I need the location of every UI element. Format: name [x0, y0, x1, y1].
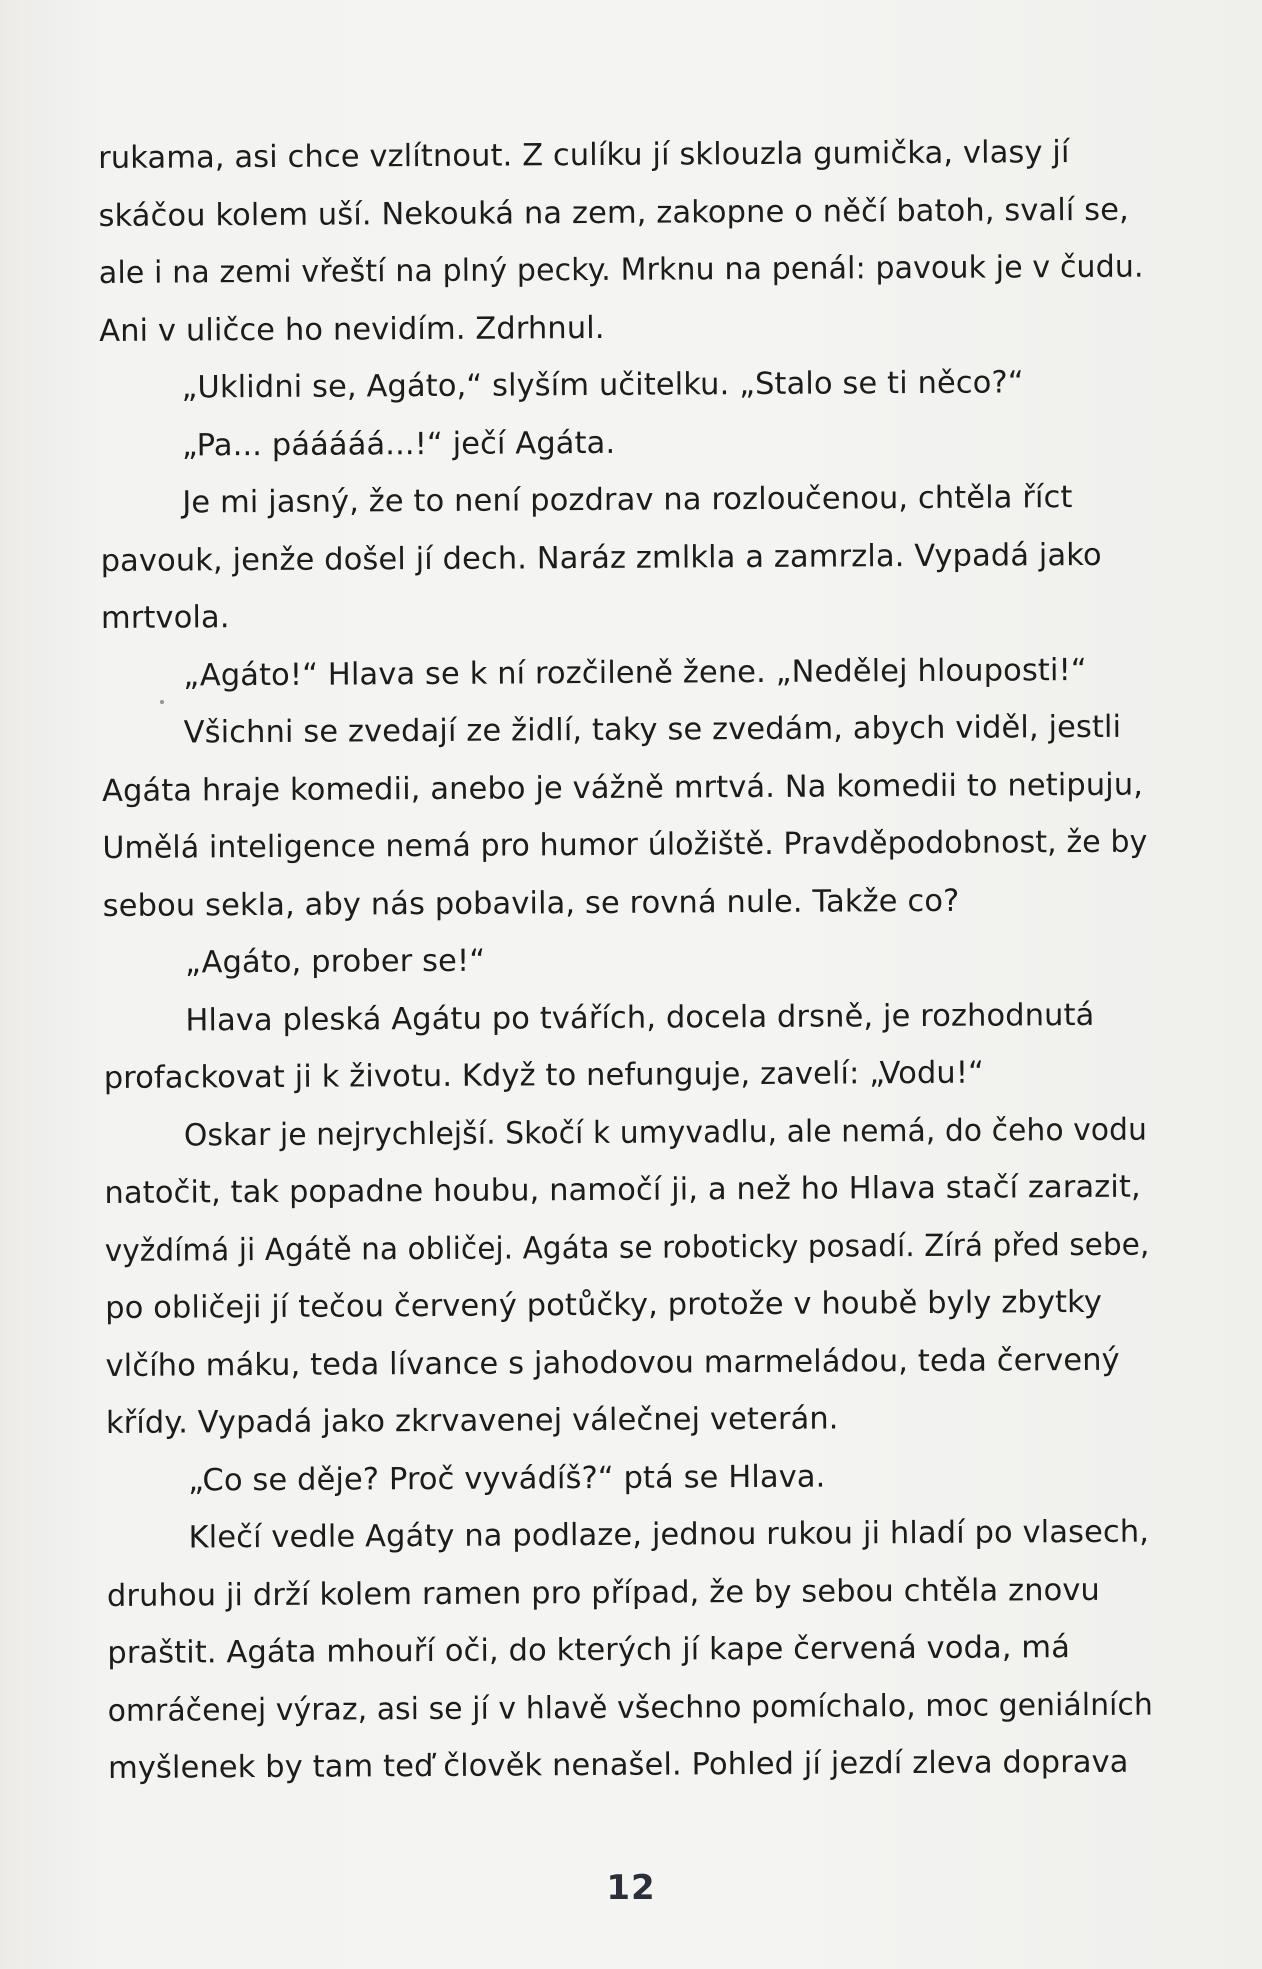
text-line: Je mi jasný, že to není pozdrav na rozloučenou, chtěla říct: [182, 480, 1073, 521]
text-line: „Agáto, prober se!“: [184, 943, 486, 981]
text-line: mrtvola.: [100, 600, 230, 636]
text-line: Agáta hraje komedii, anebo je vážně mrtvá. Na komedii to netipuju,: [101, 767, 1144, 809]
text-line: sebou sekla, aby nás pobavila, se rovná nule. Takže co?: [102, 883, 960, 924]
text-line: Klečí vedle Agáty na podlaze, jednou rukou ji hladí po vlasech,: [188, 1514, 1150, 1556]
body-text: [98, 124, 1153, 1798]
text-line: ale i na zemi vřeští na plný pecky. Mrknu na penál: pavouk je v čudu.: [98, 249, 1144, 291]
text-line: „Pa... pááááá...!“ ječí Agáta.: [181, 425, 616, 463]
text-line: Všichni se zvedají ze židlí, taky se zvedám, abych viděl, jestli: [183, 709, 1122, 751]
text-line: pavouk, jenže došel jí dech. Naráz zmlkla a zamrzla. Vypadá jako: [100, 537, 1102, 579]
text-line: Umělá inteligence nemá pro humor úložiště. Pravděpodobnost, že by: [102, 824, 1148, 866]
text-line: „Co se děje? Proč vyvádíš?“ ptá se Hlava.: [188, 1459, 826, 1498]
text-line: křídy. Vypadá jako zkrvavenej válečnej veterán.: [105, 1401, 839, 1441]
text-line: „Uklidni se, Agáto,“ slyším učitelku. „Stalo se ti něco?“: [181, 365, 1024, 406]
text-line: profackovat ji k životu. Když to nefunguje, zavelí: „Vodu!“: [103, 1055, 985, 1096]
text-line: vlčího máku, teda lívance s jahodovou marmeládou, teda červený: [105, 1342, 1120, 1384]
page-number: 12: [606, 1868, 656, 1908]
text-line: Hlava pleská Agátu po tvářích, docela drsně, je rozhodnutá: [185, 997, 1095, 1038]
text-line: druhou ji drží kolem ramen pro případ, že by sebou chtěla znovu: [106, 1572, 1101, 1614]
text-line: myšlenek by tam teď člověk nenašel. Pohled jí jezdí zleva doprava: [107, 1744, 1129, 1786]
text-line: rukama, asi chce vzlítnout. Z culíku jí sklouzla gumička, vlasy jí: [98, 135, 1070, 176]
text-line: skáčou kolem uší. Nekouká na zem, zakopne o něčí batoh, svalí se,: [98, 192, 1129, 234]
text-line: „Agáto!“ Hlava se k ní rozčileně žene. „Nedělej hlouposti!“: [183, 652, 1087, 693]
text-line: Oskar je nejrychlejší. Skočí k umyvadlu, ale nemá, do čeho vodu: [183, 1112, 1148, 1153]
text-line: omráčenej výraz, asi se jí v hlavě všechno pomíchalo, moc geniálních: [107, 1687, 1153, 1729]
paper-speck: [160, 700, 164, 704]
text-line: praštit. Agáta mhouří oči, do kterých jí kape červená voda, má: [107, 1630, 1071, 1671]
text-line: Ani v uličce ho nevidím. Zdrhnul.: [99, 310, 605, 349]
text-line: po obličeji jí tečou červený potůčky, protože v houbě byly zbytky: [105, 1284, 1103, 1326]
text-line: vyždímá ji Agátě na obličej. Agáta se roboticky posadí. Zírá před sebe,: [104, 1227, 1150, 1269]
text-line: natočit, tak popadne houbu, namočí ji, a než ho Hlava stačí zarazit,: [104, 1169, 1141, 1211]
